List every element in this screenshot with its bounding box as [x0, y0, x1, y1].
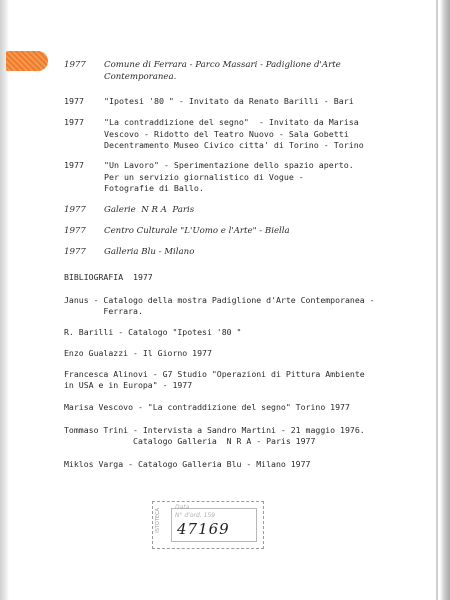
exhibition-entry: 1977 Centro Culturale "L'Uomo e l'Arte" - Biella	[64, 226, 290, 236]
stamp-date-label: Data	[175, 504, 190, 511]
bibliography-entry: Enzo Gualazzi - Il Giorno 1977	[64, 348, 212, 358]
stamp-number: 47169	[177, 520, 230, 538]
bibliography-entry: R. Barilli - Catalogo "Ipotesi '80 "	[64, 327, 242, 337]
bibliography-entry: Miklos Varga - Catalogo Galleria Blu - Milano 1977	[64, 459, 311, 469]
bibliography-heading: BIBLIOGRAFIA 1977	[64, 272, 153, 282]
exhibition-entry: 1977 "Un Lavoro" - Sperimentazione dello spazio aperto. Per un servizio giornalistico di Vogue - Fotografie di Ballo.	[64, 160, 354, 194]
bibliography-entry: Marisa Vescovo - "La contraddizione del segno" Torino 1977	[64, 402, 350, 412]
bibliography-entry: Francesca Alinovi - G7 Studio "Operazioni di Pittura Ambiente in USA e in Europa" - 1977	[64, 369, 365, 391]
stamp-side-text: ISTOTECA	[155, 508, 161, 533]
scan-edge-left	[0, 0, 9, 600]
orange-index-tab	[6, 51, 48, 71]
exhibition-entry: 1977 "Ipotesi '80 " - Invitato da Renato Barilli - Bari	[64, 96, 354, 106]
bibliography-entry: Tommaso Trini - Intervista a Sandro Martini - 21 maggio 1976. Catalogo Galleria N R A - Paris 1977	[64, 425, 365, 447]
exhibition-entry: 1977 "La contraddizione del segno" - Invitato da Marisa Vescovo - Ridotto del Teatro Nuovo - Sala Gobetti Decentramento Museo Civico citta' di Torino - Torino	[64, 117, 364, 151]
exhibition-entry: 1977 Galleria Blu - Milano	[64, 247, 195, 257]
exhibition-entry: 1977 Comune di Ferrara - Parco Massari - Padiglione d'Arte Contemporanea.	[64, 60, 341, 82]
scan-edge-right	[440, 0, 450, 600]
stamp-order-label: N° d'ord. 159	[175, 512, 216, 519]
exhibition-entry: 1977 Galerie N R A Paris	[64, 205, 195, 215]
archive-stamp	[152, 501, 264, 549]
bibliography-entry: Janus - Catalogo della mostra Padiglione d'Arte Contemporanea - Ferrara.	[64, 295, 375, 317]
scan-edge-line	[436, 0, 438, 600]
